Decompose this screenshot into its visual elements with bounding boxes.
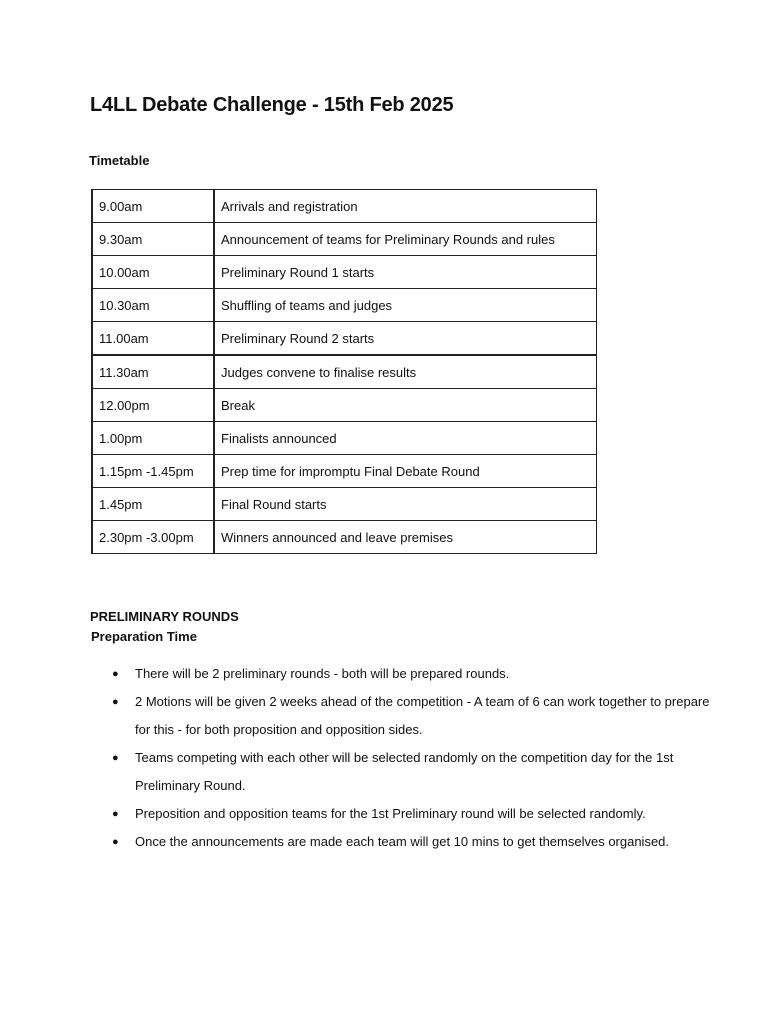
activity-cell: Shuffling of teams and judges	[214, 289, 597, 322]
list-item	[112, 800, 712, 828]
table-row	[92, 322, 597, 356]
table-row	[92, 389, 597, 422]
table-row	[92, 355, 597, 389]
activity-cell: Preliminary Round 1 starts	[214, 256, 597, 289]
activity-cell: Final Round starts	[214, 488, 597, 521]
time-cell: 11.00am	[92, 322, 214, 356]
preparation-time-heading: Preparation Time	[91, 629, 197, 644]
activity-cell: Arrivals and registration	[214, 190, 597, 223]
list-item	[112, 828, 712, 856]
activity-cell: Announcement of teams for Preliminary Rounds and rules	[214, 223, 597, 256]
table-row	[92, 289, 597, 322]
table-row	[92, 455, 597, 488]
activity-cell: Break	[214, 389, 597, 422]
time-cell: 1.45pm	[92, 488, 214, 521]
list-item-text: Once the announcements are made each team will get 10 mins to get themselves organised.	[135, 834, 670, 849]
table-row	[92, 488, 597, 521]
list-item	[112, 744, 712, 800]
activity-cell: Winners announced and leave premises	[214, 521, 597, 554]
table-row	[92, 256, 597, 289]
time-cell: 10.00am	[92, 256, 214, 289]
preparation-rules-list	[112, 660, 712, 856]
time-cell: 11.30am	[92, 355, 214, 389]
activity-cell: Finalists announced	[214, 422, 597, 455]
table-row	[92, 223, 597, 256]
time-cell: 12.00pm	[92, 389, 214, 422]
bullet-icon: ●	[112, 668, 119, 680]
bullet-icon: ●	[112, 752, 119, 764]
bullet-icon: ●	[112, 836, 119, 848]
table-row	[92, 521, 597, 554]
time-cell: 10.30am	[92, 289, 214, 322]
table-row	[92, 422, 597, 455]
table-row	[92, 190, 597, 223]
list-item	[112, 660, 712, 688]
time-cell: 9.00am	[92, 190, 214, 223]
time-cell: 9.30am	[92, 223, 214, 256]
list-item	[112, 688, 712, 744]
preliminary-rounds-heading: PRELIMINARY ROUNDS	[90, 609, 239, 624]
activity-cell: Prep time for impromptu Final Debate Round	[214, 455, 597, 488]
list-item-text: Preposition and opposition teams for the 1st Preliminary round will be selected randomly.	[135, 806, 646, 821]
timetable-label: Timetable	[89, 153, 150, 168]
time-cell: 1.15pm -1.45pm	[92, 455, 214, 488]
list-item-text: There will be 2 preliminary rounds - both will be prepared rounds.	[135, 666, 510, 681]
list-item-text: Teams competing with each other will be selected randomly on the competition day for the 1st Preliminary Round.	[135, 750, 674, 793]
time-cell: 1.00pm	[92, 422, 214, 455]
bullet-icon: ●	[112, 696, 119, 708]
timetable-table	[91, 189, 597, 554]
bullet-icon: ●	[112, 808, 119, 820]
list-item-text: 2 Motions will be given 2 weeks ahead of the competition - A team of 6 can work together to prepare for this - for both proposition and opposition sides.	[135, 694, 710, 737]
document-title: L4LL Debate Challenge - 15th Feb 2025	[90, 94, 454, 116]
time-cell: 2.30pm -3.00pm	[92, 521, 214, 554]
activity-cell: Preliminary Round 2 starts	[214, 322, 597, 356]
activity-cell: Judges convene to finalise results	[214, 355, 597, 389]
